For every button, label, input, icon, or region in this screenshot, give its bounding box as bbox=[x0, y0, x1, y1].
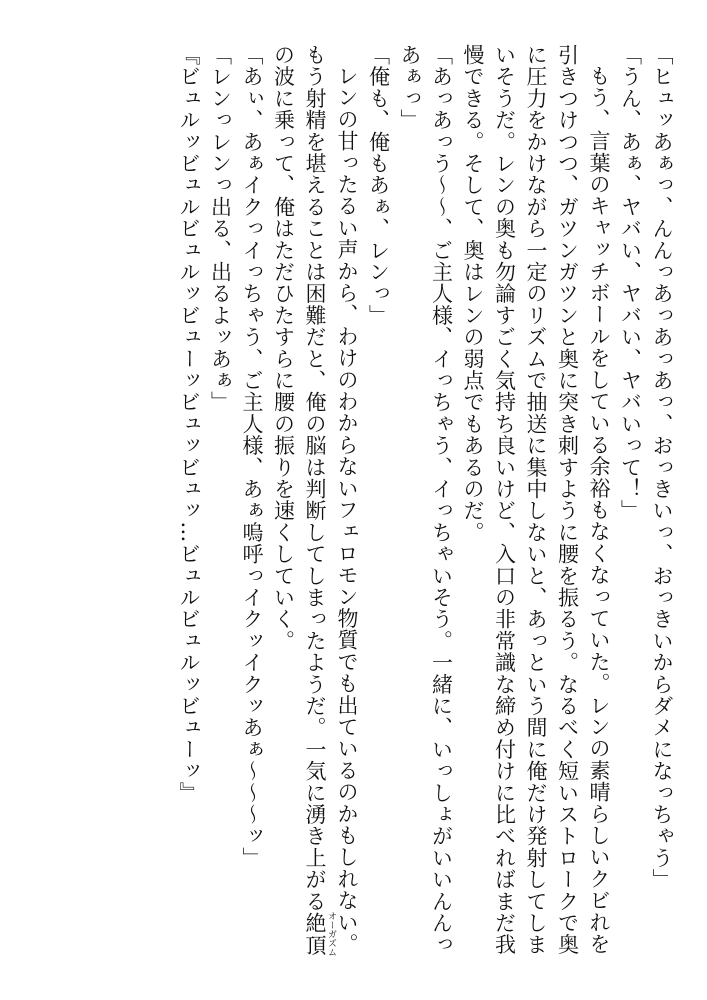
ruby-reading: オーガズム bbox=[326, 911, 336, 957]
dialogue-line: 「ヒュッあぁっ、んんっあっあっあっ、おっきいっ、おっきいからダメになっちゃう」 bbox=[650, 44, 674, 891]
narration-text: の波に乗って、俺はただひたすらに腰の振りを速くしていく。 bbox=[271, 44, 296, 652]
dialogue-line: 「うん、あぁ、ヤバい、ヤバい、ヤバいって！」 bbox=[618, 44, 643, 522]
ruby-word bbox=[303, 911, 336, 957]
dialogue-line: 「レンっレンっ出る、出るよッあぁ」 bbox=[208, 44, 233, 413]
vertical-text-body bbox=[173, 44, 678, 974]
sound-effect-line: 『ビュルッビュルビュルッビューッビュッビュッ…ビュルビュルッビューッ』 bbox=[177, 44, 201, 804]
dialogue-line: 「あっあっう〜〜、ご主人様、イっちゃう、イっちゃいそう。一緒に、いっしょがいいんんっあぁっ」 bbox=[398, 44, 454, 956]
ruby-base: 絶頂 bbox=[303, 911, 327, 957]
narration-paragraph bbox=[267, 44, 362, 974]
narration-paragraph: もう、言葉のキャッチボールをしている余裕もなくなっていた。レンの素晴らしいクビれを引きつけつつ、ガツンガツンと奥に突き刺すように腰を振るう。なるべく短いストロークで奥に圧力をかけながら一定のリズムで抽送に集中しないと、あっという間に俺だけ発射してしまいそうだ。レンの奥も勿論すごく気持ち良いけど、入口の非常識な締め付けに比べればまだ我慢できる。そして、奥はレンの弱点でもあるのだ。 bbox=[461, 44, 611, 956]
dialogue-line: 「あぃ、あぁイクっイっちゃう、ご主人様、あぁ嗚呼っイクッイクッあぁ〜〜〜ッ」 bbox=[240, 44, 264, 869]
dialogue-line: 「俺も、俺もあぁ、レンっ」 bbox=[366, 44, 391, 327]
narration-text: レンの甘ったるい声から、わけのわからないフェロモン物質でも出ているのかもしれない。もう射精を堪えることは困難だと、俺の脳は判断してしまったようだ。一気に湧き上がる bbox=[303, 44, 359, 955]
